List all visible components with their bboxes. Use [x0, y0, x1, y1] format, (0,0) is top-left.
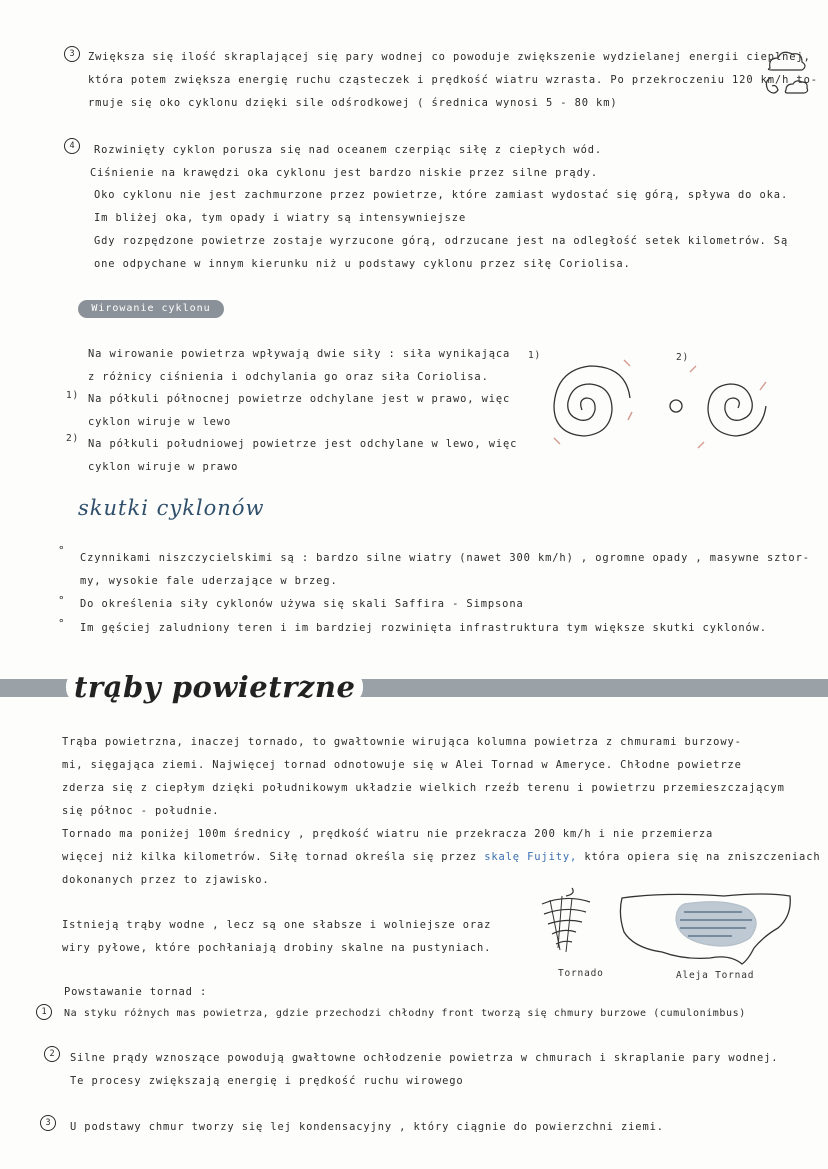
diagram-label: 1) — [528, 350, 542, 361]
text-line: Im bliżej oka, tym opady i wiatry są intensywniejsze — [94, 212, 467, 224]
text-line: Czynnikami niszczycielskimi są : bardzo silne wiatry (nawet 300 km/h) , ogromne opady , masywne sztor- — [80, 552, 810, 564]
bullet-dot: ° — [58, 617, 65, 630]
cloud-icon — [762, 46, 810, 108]
text-line: cyklon wiruje w prawo — [88, 461, 239, 473]
text-line: Trąba powietrzna, inaczej tornado, to gwałtownie wirująca kolumna powietrza z chmurami burzowy- — [62, 736, 742, 748]
text-line: Im gęściej zaludniony teren i im bardziej rozwinięta infrastruktura tym większe skutki cyklonów. — [80, 622, 767, 634]
text-line: zderza się z ciepłym dzięki południkowym układzie wielkich rzeźb terenu i powietrzu przemieszczającym — [62, 782, 785, 794]
list-marker: 1) — [66, 390, 80, 401]
bullet-dot: ° — [58, 544, 65, 557]
text-line: U podstawy chmur tworzy się lej kondensacyjny , który ciągnie do powierzchni ziemi. — [70, 1121, 664, 1133]
effects-heading: skutki cyklonów — [78, 496, 265, 520]
section-title: trąby powietrzne — [66, 670, 363, 704]
text-segment: która opiera się na zniszczeniach — [584, 851, 821, 863]
text-line: Na wirowanie powietrza wpływają dwie siły : siła wynikająca — [88, 348, 511, 360]
text-line: my, wysokie fale uderzające w brzeg. — [80, 575, 338, 587]
spiral-diagram — [540, 342, 770, 462]
text-line: Zwiększa się ilość skraplającej się pary wodnej co powoduje zwiększenie wydzielanej energii cieplnej, — [88, 51, 811, 63]
text-line: Na styku różnych mas powietrza, gdzie przechodzi chłodny front tworzą się chmury burzowe (cumulonimbus) — [64, 1008, 746, 1019]
text-line: Ciśnienie na krawędzi oka cyklonu jest bardzo niskie przez silne prądy. — [90, 167, 599, 179]
swirl-icon — [766, 78, 778, 93]
text-line: Na półkuli południowej powietrze jest odchylane w lewo, więc — [88, 438, 518, 450]
text-segment: więcej niż kilka kilometrów. Siłę tornad określa się przez — [62, 851, 478, 863]
text-line: Istnieją trąby wodne , lecz są one słabsze i wolniejsze oraz — [62, 919, 492, 931]
text-line: mi, sięgająca ziemi. Najwięcej tornad odnotowuje się w Alei Tornad w Ameryce. Chłodne powietrze — [62, 759, 742, 771]
text-line: Silne prądy wznoszące powodują gwałtowne ochłodzenie powietrza w chmurach i skraplanie pary wodnej. — [70, 1052, 779, 1064]
step-number-3: 3 — [64, 46, 80, 62]
text-line: Do określenia siły cyklonów używa się skali Saffira - Simpsona — [80, 598, 524, 610]
formation-heading: Powstawanie tornad : — [64, 986, 208, 998]
usa-map-sketch — [614, 888, 796, 970]
list-marker: 2) — [66, 433, 80, 444]
text-line: wiry pyłowe, które pochłaniają drobiny skalne na pustyniach. — [62, 942, 492, 954]
step-number-4: 4 — [64, 138, 80, 154]
diagram-label: 2) — [676, 352, 690, 363]
text-line: one odpychane w innym kierunku niż u podstawy cyklonu przez siłę Coriolisa. — [94, 258, 631, 270]
text-line: Oko cyklonu nie jest zachmurzone przez powietrze, które zamiast wydostać się górą, spływa do oka. — [94, 189, 789, 201]
step-number-3: 3 — [40, 1115, 56, 1131]
step-number-1: 1 — [36, 1004, 52, 1020]
text-line: Rozwinięty cyklon porusza się nad oceanem czerpiąc siłę z ciepłych wód. — [94, 144, 603, 156]
step-number-2: 2 — [44, 1046, 60, 1062]
text-line: Gdy rozpędzone powietrze zostaje wyrzucone górą, odrzucane jest na odległość setek kilometrów. Są — [94, 235, 789, 247]
tornado-alley-label: Aleja Tornad — [676, 970, 755, 981]
text-line: Tornado ma poniżej 100m średnicy , prędkość wiatru nie przekracza 200 km/h i nie przemierza — [62, 828, 714, 840]
text-line: Te procesy zwiększają energię i prędkość ruchu wirowego — [70, 1075, 464, 1087]
text-line — [62, 850, 821, 864]
tornado-sketch — [536, 884, 596, 962]
subheading-pill: Wirowanie cyklonu — [78, 300, 224, 318]
text-line: z różnicy ciśnienia i odchylania go oraz siła Coriolisa. — [88, 371, 489, 383]
tornado-label: Tornado — [558, 968, 604, 979]
fujita-scale-text: skalę Fujity, — [484, 851, 578, 863]
text-line: Na półkuli północnej powietrze odchylane jest w prawo, więc — [88, 393, 511, 405]
bullet-dot: ° — [58, 594, 65, 607]
text-line: rmuje się oko cyklonu dzięki sile odśrodkowej ( średnica wynosi 5 - 80 km) — [88, 97, 618, 109]
text-line: dokonanych przez to zjawisko. — [62, 874, 270, 886]
text-line: która potem zwiększa energię ruchu cząsteczek i prędkość wiatru wzrasta. Po przekroczeniu 120 km/h to- — [88, 74, 818, 86]
text-line: cyklon wiruje w lewo — [88, 416, 232, 428]
text-line: się północ - południe. — [62, 805, 220, 817]
